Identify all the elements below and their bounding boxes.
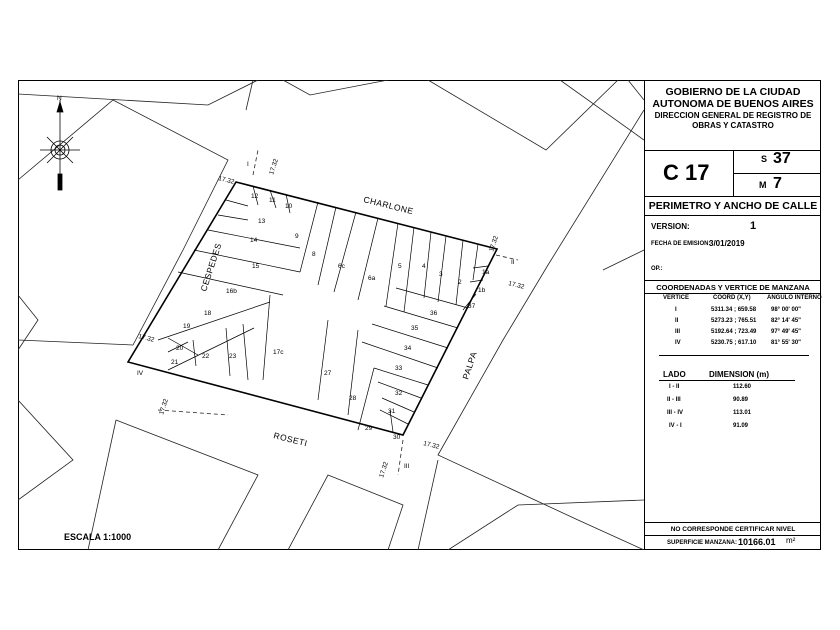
header-line-1: GOBIERNO DE LA CIUDAD: [665, 86, 801, 98]
width-label-top: 17.32: [268, 157, 280, 176]
divider: [659, 380, 795, 381]
dashed-line: [158, 410, 228, 415]
header-line-4: OBRAS Y CATASTRO: [692, 121, 774, 130]
parcel-11: 11: [269, 197, 276, 204]
coords-angle: 97° 49' 45": [771, 329, 802, 335]
dashed-line: [398, 440, 403, 475]
side-dim: 90.89: [733, 397, 749, 403]
neighbor-block-edge: [88, 420, 116, 550]
width-label-bottomleft: 17.32: [158, 397, 170, 416]
area-unit: m²: [786, 536, 796, 545]
neighbor-block-edge: [448, 500, 644, 550]
certify-note: NO CORRESPONDE CERTIFICAR NIVEL: [670, 526, 796, 533]
parcel-33: 33: [395, 365, 403, 372]
north-arrow-icon: [40, 100, 80, 190]
width-label-left: 17.32: [137, 333, 156, 344]
parcel-10: 10: [285, 203, 293, 210]
divider: [645, 522, 821, 523]
neighbor-block-edge: [18, 295, 38, 350]
parcel-31: 31: [388, 408, 396, 415]
street-bottom: ROSETI: [272, 430, 309, 449]
neighbor-block-edge: [428, 80, 618, 150]
street-top: CHARLONE: [362, 194, 415, 217]
side-name: I - II: [669, 384, 680, 390]
op-label: OP.:: [651, 266, 663, 272]
coords-vertex: I: [675, 307, 677, 313]
vertex-I: I: [247, 161, 249, 168]
coords-angle: 81° 55' 30": [771, 340, 802, 346]
vertex-IV: IV: [137, 370, 144, 377]
parcel-30: 30: [393, 434, 401, 441]
coords-value: 5273.23 ; 765.51: [711, 318, 757, 324]
width-label-right: 17.32: [488, 234, 500, 253]
street-right: PALPA: [460, 350, 479, 381]
width-label-rightb: 17.32: [507, 280, 526, 291]
divider: [659, 355, 809, 356]
parcel-4: 4: [422, 263, 426, 270]
width-label-topleft: 17.32: [217, 175, 236, 186]
parcel-32: 32: [395, 390, 403, 397]
parcel-1a: 1a: [482, 269, 490, 276]
header-line-3: DIRECCION GENERAL DE REGISTRO DE: [654, 111, 812, 120]
parcel-14: 14: [250, 237, 258, 244]
neighbor-block-edge: [438, 110, 644, 550]
neighbor-block-edge: [603, 250, 644, 270]
parcel-36: 36: [430, 310, 438, 317]
area-label: SUPERFICIE MANZANA:: [667, 540, 737, 546]
parcel-6c: 6c: [338, 263, 345, 270]
sides-header-lado: LADO: [663, 370, 686, 379]
parcel-37: 37: [468, 303, 476, 310]
coords-header-angle: ANGULO INTERNO: [767, 295, 822, 301]
parcel-23: 23: [229, 353, 237, 360]
parcel-3: 3: [439, 271, 443, 278]
scale-label: ESCALA 1:1000: [64, 532, 132, 542]
block-outline: [128, 182, 497, 435]
info-panel: [644, 80, 821, 550]
width-label-bottomright: 17.32: [422, 440, 441, 451]
sides-header-dim: DIMENSION (m): [709, 370, 769, 379]
coords-angle: 98° 00' 00": [771, 307, 802, 313]
divider: [733, 173, 821, 174]
parcel-8: 8: [312, 251, 316, 258]
parcel-28: 28: [349, 395, 357, 402]
neighbor-block-edge: [283, 80, 388, 95]
coords-vertex: IV: [675, 340, 681, 346]
parcel-13: 13: [258, 218, 266, 225]
emission-label: FECHA DE EMISION:: [651, 241, 711, 247]
parcel-16b: 16b: [226, 288, 237, 295]
coords-angle: 82° 14' 45": [771, 318, 802, 324]
parcel-29: 29: [365, 425, 373, 432]
parcel-34: 34: [404, 345, 412, 352]
neighbor-block-edge: [560, 80, 644, 140]
neighbor-block-edge: [18, 400, 73, 500]
map-drawing: [18, 80, 644, 550]
manzana-value: 7: [773, 175, 782, 192]
parcel-6a: 6a: [368, 275, 376, 282]
parcel-1b: 1b: [478, 287, 486, 294]
coords-vertex: III: [675, 329, 681, 335]
coords-value: 5230.75 ; 617.10: [711, 340, 757, 346]
neighbor-block-edge: [18, 80, 258, 105]
coords-value: 5311.34 ; 659.58: [711, 307, 757, 313]
perimeter-title: PERIMETRO Y ANCHO DE CALLE: [648, 200, 818, 212]
side-dim: 112.60: [733, 384, 752, 390]
street-left: CESPEDES: [198, 241, 224, 293]
version-label: VERSION:: [651, 222, 690, 231]
divider: [645, 196, 821, 197]
cadastral-map[interactable]: [18, 80, 644, 550]
section-label: S: [761, 154, 768, 164]
section-value: 37: [773, 150, 791, 167]
neighbor-block-edge: [288, 475, 403, 550]
neighbor-block-edge: [418, 460, 438, 550]
vertex-III: III: [404, 463, 410, 470]
dashed-line: [253, 150, 258, 175]
coords-header-coord: COORD (X,Y): [713, 295, 751, 301]
parcel-19: 19: [183, 323, 191, 330]
parcel-2: 2: [458, 279, 462, 286]
parcel-35: 35: [411, 325, 419, 332]
parcel-5: 5: [398, 263, 402, 270]
width-label-bottom: 17.32: [378, 460, 390, 479]
coords-value: 5192.64 ; 723.49: [711, 329, 757, 335]
vertex-II: II: [511, 259, 515, 266]
parcel-12: 12: [251, 193, 259, 200]
divider: [645, 293, 821, 294]
parcel-lines: [158, 186, 488, 432]
divider: [645, 280, 821, 281]
side-dim: 91.09: [733, 423, 749, 429]
neighbor-block-edge: [628, 80, 644, 100]
divider: [645, 215, 821, 216]
parcel-20: 20: [176, 345, 184, 352]
neighbor-block-edge: [116, 420, 258, 550]
side-dim: 113.01: [733, 410, 752, 416]
side-name: II - III: [667, 397, 681, 403]
parcel-27: 27: [324, 370, 332, 377]
parcel-22: 22: [202, 353, 210, 360]
header-line-2: AUTONOMA DE BUENOS AIRES: [652, 98, 814, 110]
side-name: IV - I: [669, 423, 682, 429]
parcel-18: 18: [204, 310, 212, 317]
side-name: III - IV: [667, 410, 684, 416]
manzana-label: M: [759, 180, 767, 190]
coords-vertex: II: [675, 318, 679, 324]
parcel-17c: 17c: [273, 349, 284, 356]
coords-title: COORDENADAS Y VERTICE DE MANZANA: [656, 283, 810, 292]
north-letter: N: [57, 95, 62, 102]
version-value: 1: [750, 220, 757, 232]
dashed-line: [496, 255, 518, 260]
coords-header-vertex: VERTICE: [663, 295, 690, 301]
neighbor-block-edge: [18, 100, 228, 345]
circ-code: C 17: [663, 160, 710, 185]
parcel-21: 21: [171, 359, 179, 366]
parcel-9: 9: [295, 233, 299, 240]
parcel-15: 15: [252, 263, 260, 270]
area-value: 10166.01: [738, 537, 776, 547]
emission-value: 3/01/2019: [709, 239, 745, 248]
